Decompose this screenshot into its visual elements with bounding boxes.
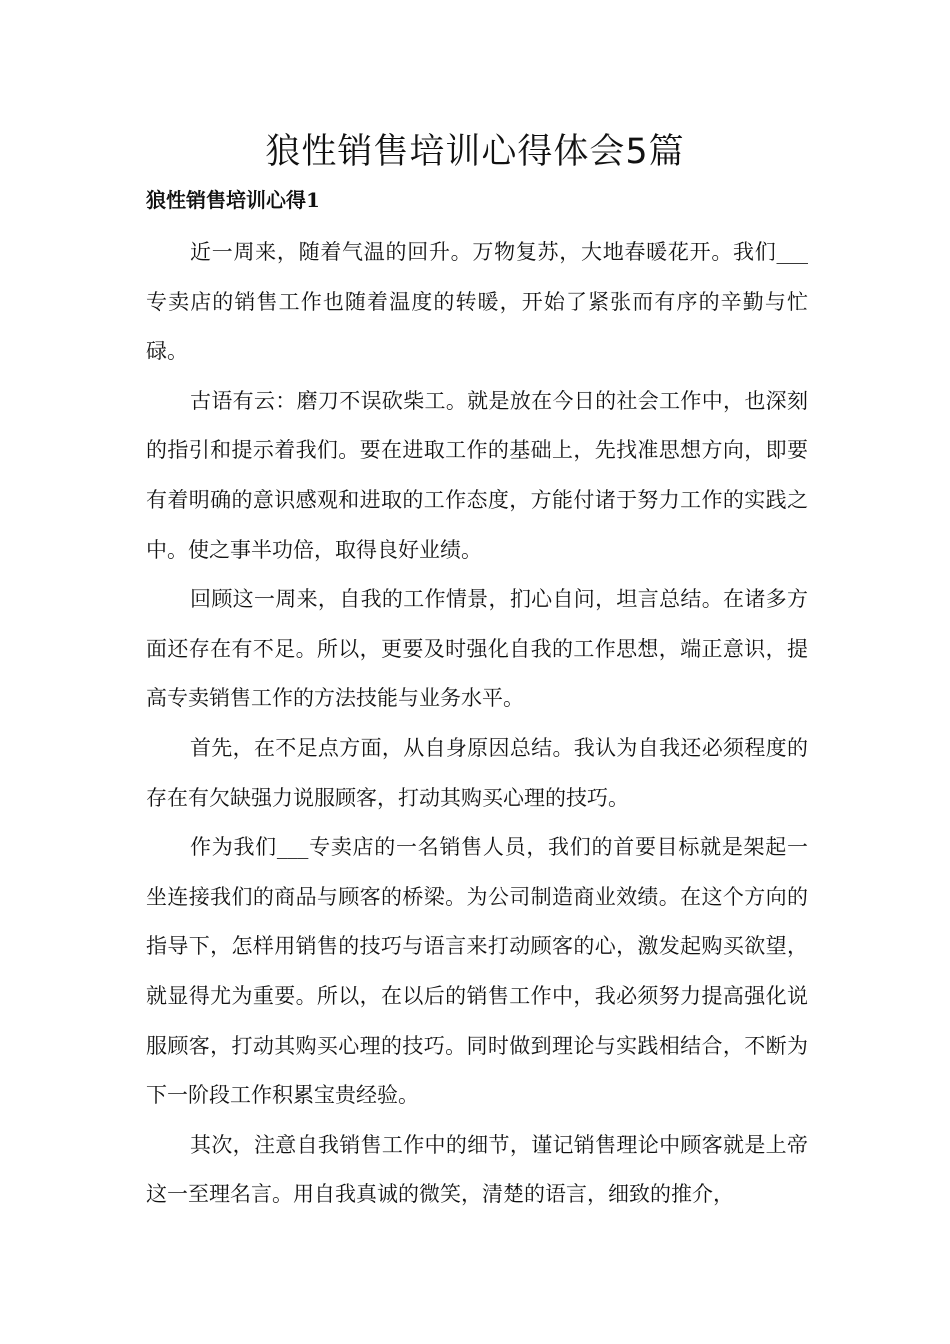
paragraph: 回顾这一周来，自我的工作情景，扪心自问，坦言总结。在诸多方面还存在有不足。所以，更要及时强化自我的工作思想，端正意识，提高专卖销售工作的方法技能与业务水平。 [146, 587, 808, 711]
paragraph: 其次，注意自我销售工作中的细节，谨记销售理论中顾客就是上帝这一至理名言。用自我真诚的微笑，清楚的语言，细致的推介， [146, 1132, 808, 1207]
paragraph: 作为我们___专卖店的一名销售人员，我们的首要目标就是架起一坐连接我们的商品与顾客的桥梁。为公司制造商业效绩。在这个方向的指导下，怎样用销售的技巧与语言来打动顾客的心，激发起购买欲望，就显得尤为重要。所以，在以后的销售工作中，我必须努力提高强化说服顾客，打动其购买心理的技巧。同时做到理论与实践相结合，不断为下一阶段工作积累宝贵经验。 [146, 835, 808, 1108]
document-body [146, 228, 808, 1220]
paragraph: 首先，在不足点方面，从自身原因总结。我认为自我还必须程度的存在有欠缺强力说服顾客，打动其购买心理的技巧。 [146, 735, 808, 810]
paragraph: 近一周来，随着气温的回升。万物复苏，大地春暖花开。我们___专卖店的销售工作也随着温度的转暖，开始了紧张而有序的辛勤与忙碌。 [146, 240, 808, 364]
document-title: 狼性销售培训心得体会5篇 [265, 132, 685, 172]
paragraph: 古语有云：磨刀不误砍柴工。就是放在今日的社会工作中，也深刻的指引和提示着我们。要在进取工作的基础上，先找准思想方向，即要有着明确的意识感观和进取的工作态度，方能付诸于努力工作的实践之中。使之事半功倍，取得良好业绩。 [146, 388, 808, 562]
section-heading: 狼性销售培训心得1 [146, 188, 320, 212]
